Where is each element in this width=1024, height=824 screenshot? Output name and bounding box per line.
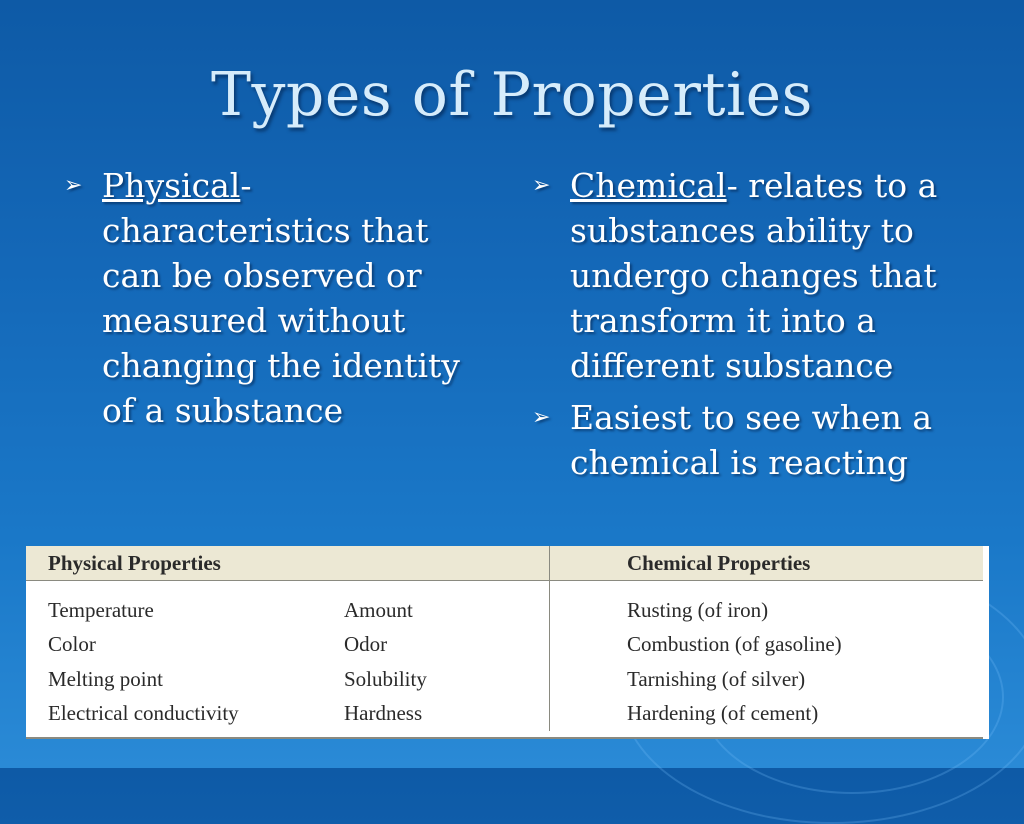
chemical-properties-header: Chemical Properties — [550, 546, 984, 581]
term-physical: Physical — [102, 166, 241, 205]
right-column — [530, 163, 1000, 492]
table-cell: Solubility — [344, 666, 427, 691]
table-cell: Temperature — [48, 597, 154, 622]
bullet-text: Easiest to see when a chemical is reacting — [570, 398, 933, 482]
physical-properties-header: Physical Properties — [26, 546, 550, 581]
table-row — [26, 662, 983, 697]
table-bottom-rule — [26, 737, 983, 739]
table-cell: Rusting (of iron) — [550, 581, 984, 628]
bullet-text: - characteristics that can be observed or measured without changing the identity of a substance — [102, 166, 460, 430]
table-cell: Amount — [344, 597, 413, 622]
table-cell: Hardening (of cement) — [550, 697, 984, 732]
slide-title: Types of Properties — [211, 60, 813, 130]
arrow-bullet-icon: ➢ — [64, 173, 83, 198]
table-cell: Electrical conductivity — [48, 701, 239, 726]
bullet-text: - relates to a substances ability to undergo changes that transform it into a different substance — [570, 166, 938, 385]
table-row — [26, 697, 983, 732]
table-cell: Tarnishing (of silver) — [550, 662, 984, 697]
arrow-bullet-icon: ➢ — [532, 173, 551, 198]
properties-table — [26, 546, 989, 739]
table-cell: Combustion (of gasoline) — [550, 628, 984, 663]
table-cell: Odor — [344, 632, 388, 657]
table-cell: Hardness — [344, 701, 423, 726]
bullet-easiest — [530, 395, 1000, 485]
table-cell: Color — [48, 632, 96, 657]
left-column — [62, 163, 492, 440]
table-row — [26, 581, 983, 628]
bullet-chemical — [530, 163, 1000, 388]
table-row — [26, 628, 983, 663]
table-cell: Melting point — [48, 666, 163, 691]
bullet-physical — [62, 163, 492, 433]
arrow-bullet-icon: ➢ — [532, 405, 551, 430]
term-chemical: Chemical — [570, 166, 727, 205]
